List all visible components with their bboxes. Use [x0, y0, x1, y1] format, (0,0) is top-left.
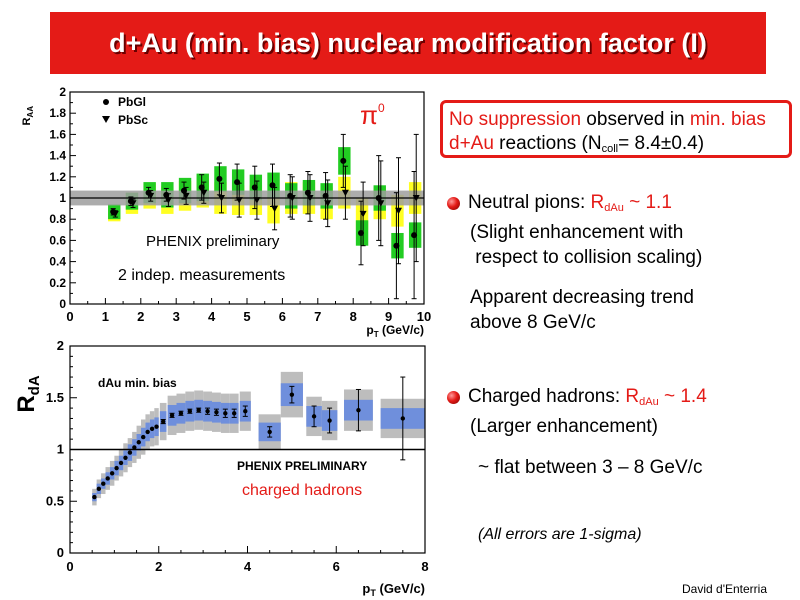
data-point	[137, 440, 141, 444]
data-point	[179, 411, 183, 415]
note-part6: = 8.4±0.4)	[618, 133, 705, 154]
phenix-preliminary-label: PHENIX preliminary	[146, 233, 280, 250]
data-point	[123, 456, 127, 460]
particle-label: $\pi^0$	[360, 100, 385, 130]
y-tick-label: 1.5	[45, 389, 64, 405]
x-tick-label: 4	[243, 559, 252, 574]
legend-pbsc-label: PbSc	[118, 113, 149, 127]
charged-hadron-rda-chart	[0, 336, 440, 600]
legend-pbgl-marker	[103, 99, 109, 105]
y-tick-label: 0.4	[49, 254, 66, 269]
y-tick-label: 0.8	[49, 212, 66, 227]
x-tick-label: 1	[101, 309, 110, 324]
bullet-icon	[447, 197, 460, 210]
no-suppression-note	[440, 100, 792, 158]
data-point	[267, 430, 271, 434]
data-point	[312, 414, 316, 418]
y-tick-label: 0	[56, 545, 64, 560]
note-part1: No suppression	[449, 109, 582, 130]
y-tick-label: 2	[59, 85, 66, 99]
title-bar	[50, 12, 766, 74]
data-point	[110, 471, 114, 475]
pion-line-4: above 8 GeV/c	[470, 312, 596, 333]
data-point	[154, 425, 158, 429]
data-point	[161, 419, 165, 423]
data-point	[106, 476, 110, 480]
x-tick-label: 2	[155, 559, 163, 574]
y-tick-label: 0.5	[45, 493, 64, 509]
pion-bullet	[468, 190, 672, 221]
data-point	[132, 445, 136, 449]
x-tick-label: 9	[384, 309, 393, 324]
pion-symbol-sub: dAu	[604, 202, 624, 214]
hadron-bullet	[468, 384, 707, 415]
pion-symbol: R	[590, 192, 605, 213]
y-tick-label: 0.6	[49, 233, 66, 248]
pion-line-2: respect to collision scaling)	[470, 247, 703, 268]
x-axis-label: $p_T$ (GeV/c)	[362, 581, 425, 598]
y-tick-label: 2	[56, 338, 64, 353]
data-point	[145, 430, 149, 434]
hadron-prefix: Charged hadrons:	[468, 386, 626, 407]
pion-prefix: Neutral pions:	[468, 192, 591, 213]
x-tick-label: 3	[172, 309, 180, 324]
x-tick-label: 0	[66, 309, 74, 324]
indep-measurements-label: 2 indep. measurements	[118, 267, 286, 284]
x-tick-label: 8	[349, 309, 357, 324]
y-tick-label: 1.4	[49, 148, 66, 163]
dau-min-bias-label: dAu min. bias	[98, 376, 177, 390]
note-part4: reactions (N	[493, 133, 602, 154]
data-point	[232, 411, 236, 415]
hadron-line-1: (Larger enhancement)	[470, 416, 658, 437]
legend-pbgl-label: PbGl	[118, 95, 147, 109]
pion-value: ~ 1.1	[623, 192, 672, 213]
y-tick-label: 1.2	[49, 169, 66, 184]
phenix-preliminary-label: PHENIX PRELIMINARY	[237, 459, 368, 473]
hadron-line-2: ~ flat between 3 – 8 GeV/c	[478, 457, 703, 478]
data-point	[290, 392, 294, 396]
data-point	[119, 461, 123, 465]
x-tick-label: 6	[278, 309, 287, 324]
y-tick-label: 1	[56, 441, 64, 457]
x-tick-label: 6	[332, 559, 340, 574]
data-point	[356, 408, 360, 412]
pion-raa-chart	[0, 78, 440, 340]
note-part2: observed in	[581, 109, 690, 130]
bullet-icon	[447, 391, 460, 404]
x-axis-label: $p_T$ (GeV/c)	[366, 323, 424, 339]
x-tick-label: 2	[137, 309, 145, 324]
y-tick-label: 1	[59, 191, 66, 205]
y-tick-label: 1.6	[49, 127, 66, 142]
data-point	[92, 495, 96, 499]
errors-note: (All errors are 1-sigma)	[478, 526, 642, 543]
hadron-symbol: R	[625, 386, 640, 407]
pbgl-point	[216, 176, 222, 182]
data-point	[243, 409, 247, 413]
charged-hadrons-label: charged hadrons	[242, 482, 363, 499]
note-part5: coll	[601, 143, 619, 155]
x-tick-label: 4	[207, 309, 216, 324]
pion-line-3: Apparent decreasing trend	[470, 287, 694, 308]
data-point	[101, 481, 105, 485]
hadron-value: ~ 1.4	[658, 386, 707, 407]
data-point	[97, 487, 101, 491]
x-tick-label: 10	[416, 309, 432, 324]
data-point	[141, 435, 145, 439]
y-tick-label: 0.2	[49, 275, 66, 290]
data-point	[223, 411, 227, 415]
slide-title: d+Au (min. bias) nuclear modification factor (I)	[109, 28, 707, 58]
pion-line-1: (Slight enhancement with	[470, 222, 684, 243]
y-tick-label: 1.8	[49, 106, 66, 121]
y-tick-label: 0	[59, 297, 66, 311]
x-tick-label: 0	[66, 559, 74, 574]
hadron-symbol-sub: dAu	[639, 396, 659, 408]
data-point	[401, 416, 405, 420]
data-point	[150, 427, 154, 431]
y-axis-label: $R_{AA}$	[21, 106, 35, 126]
data-point	[170, 413, 174, 417]
x-tick-label: 7	[314, 309, 322, 324]
data-point	[196, 408, 200, 412]
data-point	[188, 409, 192, 413]
data-point	[205, 409, 209, 413]
author-credit: David d'Enterria	[682, 582, 767, 596]
pbgl-point	[340, 158, 346, 164]
data-point	[214, 410, 218, 414]
data-point	[114, 466, 118, 470]
data-point	[128, 450, 132, 454]
note-part3: min. bias d+Au	[449, 109, 766, 154]
x-tick-label: 5	[243, 309, 251, 324]
y-axis-label: $R_{dA}$	[13, 375, 43, 413]
x-tick-label: 8	[421, 559, 429, 574]
data-point	[327, 418, 331, 422]
